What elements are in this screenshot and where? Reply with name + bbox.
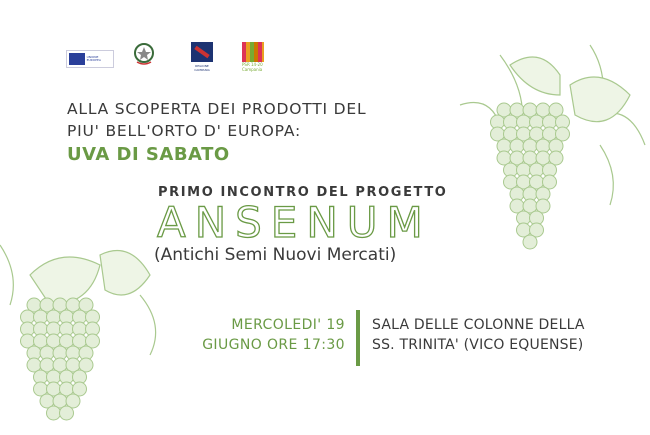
campania-shield-icon [191,42,213,62]
headline-line-2: PIU' BELL'ORTO D' EUROPA: [67,122,301,140]
event-place [372,315,585,355]
event-place-line-1: SALA DELLE COLONNE DELLA [372,317,585,333]
headline-highlight: UVA DI SABATO [67,144,230,165]
grape-berry [60,406,74,420]
event-date [202,315,345,355]
eu-flag-icon [69,53,85,65]
headline [67,98,366,142]
event-date-line-1: MERCOLEDI' 19 [231,317,345,333]
eu-logo [66,50,114,68]
psr-campania-logo [242,42,266,72]
eu-logo-text: UNIONE EUROPEA [86,55,101,62]
project-intro: PRIMO INCONTRO DEL PROGETTO [158,185,448,200]
regione-campania-logo [190,42,214,72]
grape-berry [47,406,61,420]
project-subtitle: (Antichi Semi Nuovi Mercati) [154,245,397,265]
divider [356,310,360,366]
grape-illustration-bottom-left [0,235,180,435]
psr-mosaic-icon [242,42,264,62]
project-name: ANSENUM [157,198,432,247]
event-date-line-2: GIUGNO ORE 17:30 [202,337,345,353]
event-place-line-2: SS. TRINITA' (VICO EQUENSE) [372,337,584,353]
italian-republic-emblem-icon [133,42,155,66]
headline-line-1: ALLA SCOPERTA DEI PRODOTTI DEL [67,100,367,118]
psr-logo-text: PSR 14-20 Campania [242,62,263,72]
grape-illustration-top-right [440,35,650,250]
grape-berry [523,235,537,249]
campania-logo-text: REGIONE CAMPANIA [194,64,210,72]
